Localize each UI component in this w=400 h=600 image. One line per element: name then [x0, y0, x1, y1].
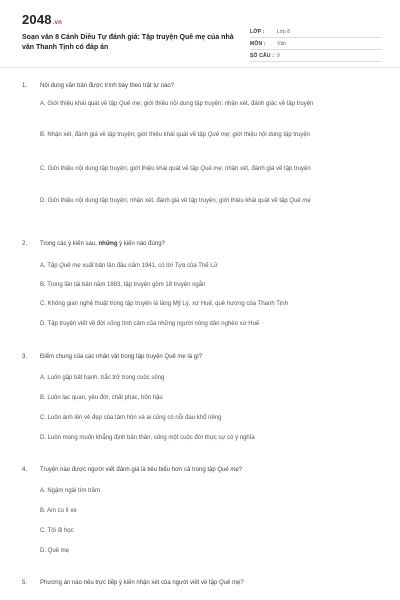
question-1-option-b[interactable] [40, 130, 370, 140]
question-2-option-b[interactable]: B. Trong lần tái bản năm 1983, tập truyện gồm 18 truyện ngắn [40, 282, 206, 288]
question-text-italic: Quê mẹ [164, 354, 186, 360]
question-3-option-b[interactable]: B. Luôn lạc quan, yêu đời, chất phác, hồn hậu [40, 395, 163, 401]
question-4-option-c[interactable]: C. Tôi đi học [40, 528, 74, 534]
question-text [40, 579, 380, 588]
option-text: ; nhận xét, đánh giá về tập truyện [221, 166, 311, 172]
meta-info-table [250, 26, 382, 62]
question-3-option-c[interactable]: C. Luôn ánh lên vẻ đẹp của tâm hồn và ai cũng có nỗi đau khổ riêng [40, 415, 222, 421]
question-text-part: là gì? [185, 354, 203, 360]
question-1-option-c[interactable] [40, 164, 370, 174]
question-text-italic: Quê mẹ [219, 580, 241, 586]
question-text-bold: những [98, 241, 118, 247]
question-2-option-a[interactable] [40, 261, 370, 271]
option-text: A. Tập [40, 263, 60, 269]
question-2-option-d[interactable]: D. Tập truyện viết về đời sống tình cảm của những người nông dân nghèo xứ Huế [40, 321, 260, 327]
question-text-part: Điểm chung của các nhân vật trong tập truyện [40, 354, 165, 360]
option-italic-text: Quê mẹ [200, 166, 222, 172]
question-text [40, 353, 380, 362]
meta-label-class: LỚP : [250, 29, 265, 35]
option-text: xuất bản lần đầu năm 1941, có lời [80, 263, 175, 269]
meta-value-class: Lớp 8 [277, 29, 291, 35]
option-italic-text: Quê mẹ [207, 132, 230, 138]
option-text: ; giới thiệu nội dung tập truyện [229, 132, 311, 138]
question-4-option-b[interactable]: B. Am cu lì xe [40, 508, 77, 514]
question-text [40, 240, 380, 249]
document-title: Soạn văn 8 Cánh Diều Tự đánh giá: Tập truyện Quê mẹ của nhà văn Thanh Tịnh có đáp án [22, 34, 234, 51]
header-divider [0, 67, 400, 68]
question-1-option-a[interactable] [40, 99, 370, 109]
meta-row-class [250, 26, 382, 38]
option-text: B. Nhận xét, đánh giá về tập truyện; giới thiệu khái quát về tập [40, 132, 208, 138]
question-3-option-a[interactable]: A. Luôn gặp bất hạnh, trắc trở trong cuộc sống [40, 375, 165, 381]
question-1-option-d[interactable] [40, 196, 370, 206]
question-number: 2. [22, 241, 28, 247]
meta-row-subject [250, 38, 382, 50]
option-italic-text: Tựa [174, 263, 186, 269]
question-4-option-d[interactable]: D. Quê mẹ [40, 548, 70, 554]
meta-label-count: SỐ CÂU : [250, 53, 275, 59]
question-text-part: Phương án nào nêu trực tiếp ý kiến nhận xét của người viết về tập [40, 580, 220, 586]
option-italic-text: Quê mẹ [59, 263, 81, 269]
logo-suffix-text: .vn [52, 20, 63, 26]
question-2-option-c[interactable]: C. Không gian nghệ thuật trong tập truyện là làng Mỹ Lý, xứ Huế, quê hương của Thanh Tịnh [40, 301, 288, 307]
question-text-part: Trong các ý kiến sau, [40, 241, 99, 247]
question-number: 5. [22, 580, 28, 586]
question-text: Nội dung văn bản được trình bày theo trật tự nào? [40, 83, 175, 89]
option-text: của Thế Lữ [185, 263, 218, 269]
question-3-option-d[interactable]: D. Luôn mong muốn khẳng định bản thân, sống một cuộc đời thực sự có ý nghĩa [40, 435, 255, 441]
question-number: 1. [22, 83, 28, 89]
question-text-part: ? [238, 467, 243, 473]
meta-label-subject: MÔN : [250, 41, 266, 47]
question-text [40, 466, 380, 475]
meta-value-count: 9 [277, 53, 280, 59]
question-text-part: ? [240, 580, 244, 586]
document-header [22, 12, 382, 58]
option-text: D. Giới thiệu nội dung tập truyện; nhận xét, đánh giá về tập truyện; giới thiệu khái quát về tập [40, 198, 290, 204]
question-4-option-a[interactable]: A. Ngậm ngải tìm trầm [40, 488, 101, 494]
question-text-part: Truyện nào được người viết đánh giá là tiêu biểu hơn cả trong tập [40, 467, 218, 473]
option-italic-text: Quê mẹ [118, 101, 141, 107]
meta-row-count [250, 50, 382, 62]
question-number: 4. [22, 467, 28, 473]
site-logo[interactable] [22, 12, 62, 27]
question-text-italic: Quê mẹ [217, 467, 239, 473]
option-text: A. Giới thiệu khái quát về tập [40, 101, 119, 107]
option-text: ; giới thiệu nội dung tập truyện; nhận xét, đánh giác về tập truyện [140, 101, 314, 107]
option-text: C. Giới thiệu nội dung tập truyện; giới thiệu khái quát về tập [40, 166, 201, 172]
option-italic-text: Quê mẹ [289, 198, 311, 204]
question-number: 3. [22, 354, 28, 360]
meta-value-subject: Văn [277, 41, 286, 47]
logo-main-text: 2048 [22, 12, 52, 27]
question-text-part: ý kiến nào đúng? [117, 241, 165, 247]
